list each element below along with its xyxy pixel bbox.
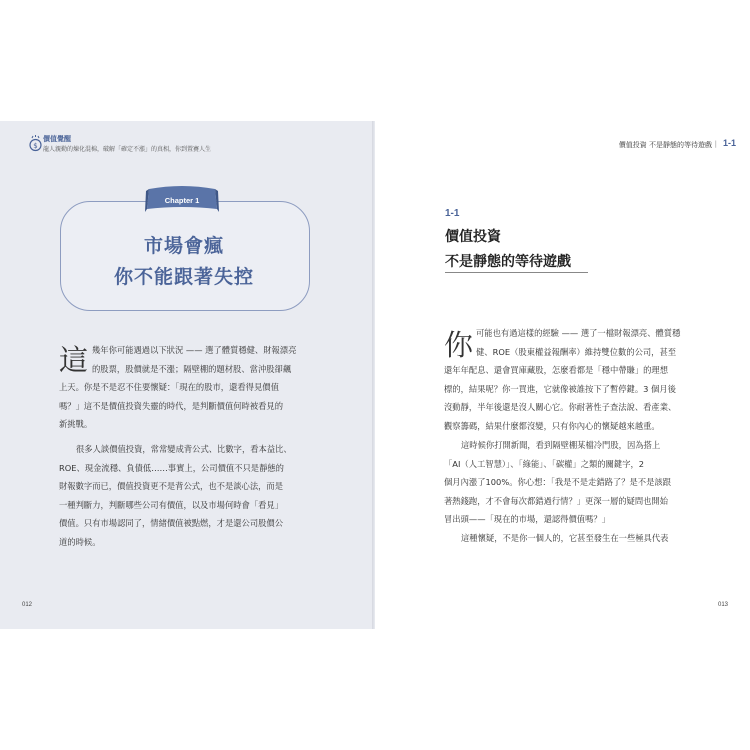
- running-header-text: 價值投資 不是靜態的等待遊戲: [618, 141, 712, 149]
- drop-cap: 你: [444, 328, 474, 362]
- paragraph-2: 這時候你打開新聞，看到隔壁棚某檔冷門股，因為搭上 「AI（人工智慧）」、「綠能」、「碳權」之類的關鍵字，2 個月內漲了100%。你心想：「我是不是走錯路了？是不是該跟 著熱錢跑，才不會每次都錯過行情？」更深一層的疑問也開始 冒出頭——「現在的市場，還認得價值嗎？」: [444, 440, 671, 525]
- chapter-title-line-1: 市場會瘋: [143, 235, 224, 257]
- paragraph-1a: 幾年你可能遇過以下狀況 —— 選了體質穩健、財報漂亮 的股票，股價就是不漲；隔壁棚的題材股、當沖股卻飆: [92, 345, 297, 374]
- running-header-title: 價值覺醒: [43, 135, 71, 143]
- page-number-left: 012: [22, 602, 33, 608]
- section-title-line-1: 價值投資: [445, 229, 501, 245]
- svg-text:$: $: [33, 142, 38, 150]
- section-title-line-2: 不是靜態的等待遊戲: [445, 254, 571, 270]
- section-title-underline: [445, 272, 588, 273]
- paragraph-1a: 可能也有過這樣的經驗 —— 選了一檔財報漂亮、體質穩 健、ROE（股東權益報酬率）維持雙位數的公司，甚至: [476, 328, 681, 357]
- left-page: [0, 121, 375, 629]
- paragraph-3: 這種懷疑，不是你一個人的，它甚至發生在一些極具代表: [461, 533, 669, 543]
- right-page: [375, 121, 750, 629]
- value-badge-icon: [29, 135, 42, 152]
- running-header-number: 1-1: [722, 138, 736, 148]
- paragraph-2: 很多人談價值投資，常常變成背公式、比數字，看本益比、 ROE、現金流穩、負債低……事實上，公司價值不只是靜態的 財報數字而已，價值投資更不是背公式，也不是談心法，而是 一種判斷力，判斷哪些公司有價值，以及市場何時會「看見」 價值。只有市場認同了，情緒價值被點燃，才是還公司股價公 道的時候。: [59, 444, 292, 547]
- section-number: 1-1: [445, 208, 460, 219]
- running-header-separator: |: [714, 140, 717, 148]
- page-number-right: 013: [718, 602, 729, 608]
- paragraph-1b: 還年年配息、還會買庫藏股，怎麼看都是「穩中帶賺」的理想 標的，結果呢？你一買進，它就像被誰按下了暫停鍵。3 個月後 沒動靜，半年後還是沒人關心它。你耐著性子查法說、看產業、 觀察籌碼，結果什麼都沒變，只有你內心的懷疑越來越重。: [444, 365, 677, 431]
- chapter-title-line-2: 你不能跟著失控: [113, 266, 254, 288]
- chapter-label: Chapter 1: [164, 196, 200, 205]
- drop-cap: 這: [59, 343, 89, 377]
- running-header-subtitle: 龍人親勤的煉化混棉，破解「確定不漲」的真相，你到置賽人生: [43, 146, 212, 153]
- paragraph-1b: 上天。你是不是忍不住要懷疑：「現在的股市，還看得見價值 嗎？」這不是價值投資失靈的時代，是判斷價值何時被看見的 新挑戰。: [59, 382, 284, 430]
